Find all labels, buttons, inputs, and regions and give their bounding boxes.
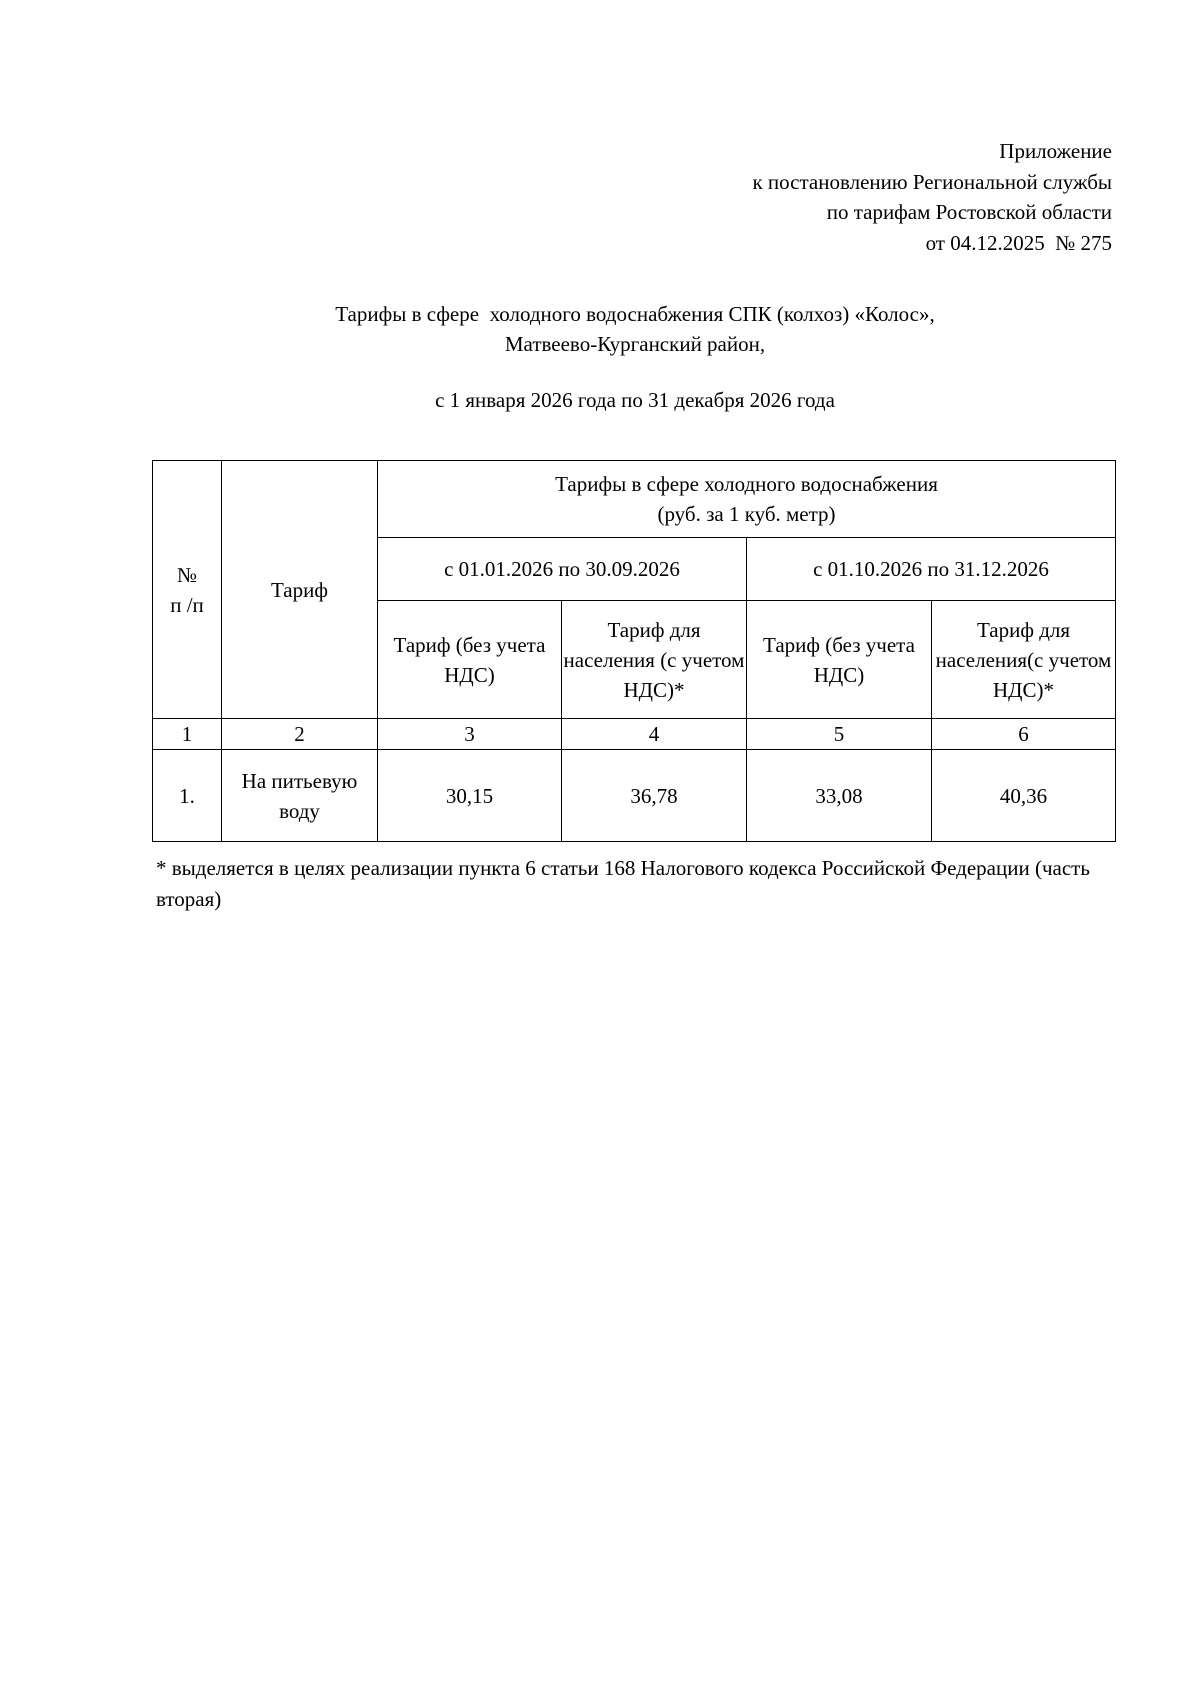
header-number-symbol: № <box>176 562 198 587</box>
table-header-row <box>153 461 1116 538</box>
row-tariff-p2-population: 40,36 <box>932 750 1116 842</box>
header-col-6: Тариф для населения(с учетом НДС)* <box>932 601 1116 719</box>
column-number: 4 <box>562 719 747 750</box>
row-tariff-p1-no-vat: 30,15 <box>378 750 562 842</box>
footnote: * выделяется в целях реализации пункта 6 статьи 168 Налогового кодекса Российской Федерации (часть вторая) <box>156 856 1090 911</box>
row-number: 1. <box>153 750 222 842</box>
appendix-resolution: к постановлению Региональной службы <box>752 169 1112 194</box>
document-period: с 1 января 2026 года по 31 декабря 2026 года <box>435 388 835 412</box>
appendix-header <box>752 136 1112 258</box>
header-group-title: Тарифы в сфере холодного водоснабжения <box>555 472 938 496</box>
header-period-2: с 01.10.2026 по 31.12.2026 <box>747 538 1116 601</box>
column-number: 3 <box>378 719 562 750</box>
row-tariff-p1-population: 36,78 <box>562 750 747 842</box>
column-number: 5 <box>747 719 932 750</box>
header-number-cell <box>153 461 222 719</box>
header-tariff-cell: Тариф <box>222 461 378 719</box>
table-row <box>153 750 1116 842</box>
header-col-5: Тариф (без учета НДС) <box>747 601 932 719</box>
row-tariff-p2-no-vat: 33,08 <box>747 750 932 842</box>
header-col-4: Тариф для населения (с учетом НДС)* <box>562 601 747 719</box>
column-number: 2 <box>222 719 378 750</box>
column-number-row <box>153 719 1116 750</box>
column-number: 6 <box>932 719 1116 750</box>
document-title-line-1: Тарифы в сфере холодного водоснабжения СПК (колхоз) «Колос», <box>335 302 935 326</box>
tariff-table <box>152 460 1116 842</box>
header-col-3: Тариф (без учета НДС) <box>378 601 562 719</box>
column-number: 1 <box>153 719 222 750</box>
header-group-unit: (руб. за 1 куб. метр) <box>657 502 836 526</box>
header-group-cell <box>378 461 1116 538</box>
appendix-date-number: от 04.12.2025 № 275 <box>925 230 1112 255</box>
header-period-1: с 01.01.2026 по 30.09.2026 <box>378 538 747 601</box>
document-title-line-2: Матвеево-Курганский район, <box>504 332 766 356</box>
appendix-title: Приложение <box>999 139 1112 163</box>
header-number-label: п /п <box>170 592 204 617</box>
appendix-authority: по тарифам Ростовской области <box>826 200 1112 224</box>
row-tariff-name: На питьевую воду <box>222 750 378 842</box>
